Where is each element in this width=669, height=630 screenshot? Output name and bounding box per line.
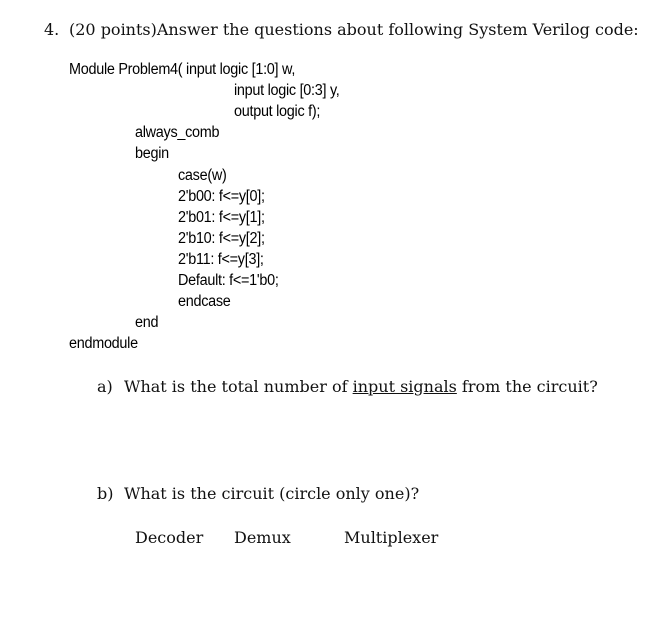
part-a-underlined: input signals — [352, 377, 457, 396]
code-line: 2'b10: f<=y[2]; — [178, 230, 265, 247]
part-a-question — [124, 377, 598, 396]
code-line: Module Problem4( input logic [1:0] w, — [69, 61, 296, 78]
code-line: Default: f<=1'b0; — [178, 272, 279, 289]
option-decoder[interactable]: Decoder — [135, 528, 204, 547]
code-line: end — [135, 314, 159, 331]
part-b-question: What is the circuit (circle only one)? — [124, 484, 420, 503]
code-line: begin — [135, 145, 169, 162]
code-line: input logic [0:3] y, — [234, 82, 340, 99]
code-line: 2'b11: f<=y[3]; — [178, 251, 264, 268]
part-a-text-before: What is the total number of — [124, 377, 353, 396]
part-b-label: b) — [97, 484, 114, 503]
code-line: output logic f); — [234, 103, 321, 120]
code-line: endcase — [178, 293, 231, 310]
code-line: case(w) — [178, 167, 227, 184]
code-line: 2'b00: f<=y[0]; — [178, 188, 265, 205]
part-a-text-after: from the circuit? — [456, 377, 598, 396]
code-line: 2'b01: f<=y[1]; — [178, 209, 265, 226]
code-line: endmodule — [69, 335, 138, 352]
part-a-label: a) — [97, 377, 113, 396]
question-number: 4. — [44, 20, 60, 39]
option-multiplexer[interactable]: Multiplexer — [344, 528, 439, 547]
question-heading: (20 points)Answer the questions about following System Verilog code: — [69, 20, 639, 39]
code-line: always_comb — [135, 124, 220, 141]
option-demux[interactable]: Demux — [234, 528, 291, 547]
